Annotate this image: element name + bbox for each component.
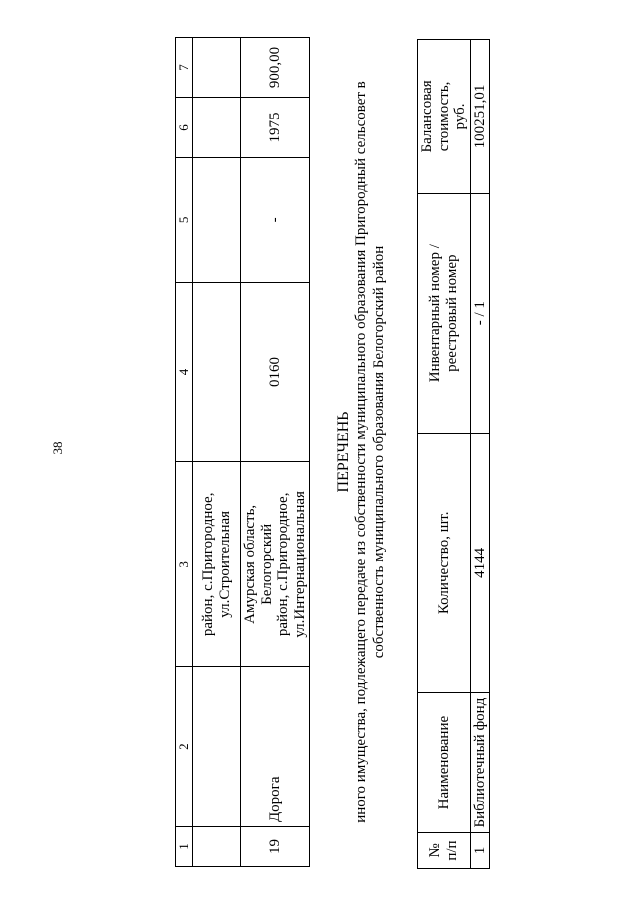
property-list-table [417, 39, 490, 869]
address-line: район, с.Пригородное, [275, 492, 291, 637]
page-number: 38 [50, 441, 65, 455]
col-header-inv: Инвентарный номер / реестровый номер [418, 193, 471, 433]
table-row [241, 38, 310, 867]
address-line: Амурская область, Белогорский [242, 504, 275, 624]
item-name: Библиотечный фонд [470, 693, 490, 833]
col-header-7: 7 [176, 38, 193, 98]
col5-value: - [241, 157, 310, 282]
address-line: район, с.Пригородное, [200, 492, 216, 637]
col-header-1: 1 [176, 827, 193, 867]
item-quantity: 4144 [470, 433, 490, 693]
cost-value: 900,00 [241, 38, 310, 98]
col-header-4: 4 [176, 282, 193, 462]
year-value: 1975 [241, 98, 310, 158]
col-header-num: № п/п [418, 833, 471, 869]
col-header-name: Наименование [418, 693, 471, 833]
col-header-5: 5 [176, 157, 193, 282]
col-header-cost: Балансовая стоимость, руб. [418, 40, 471, 194]
address-line: ул.Интернациональная [291, 491, 308, 638]
table-header-row [176, 38, 193, 867]
row-number: 1 [470, 833, 490, 869]
list-heading [335, 27, 388, 877]
col-header-2: 2 [176, 667, 193, 827]
item-cost: 100251,01 [470, 40, 490, 194]
object-name: Дорога [241, 667, 310, 827]
address-cell [241, 462, 310, 667]
address-line: ул.Строительная [216, 510, 233, 618]
col-header-3: 3 [176, 462, 193, 667]
table-header-row [418, 40, 471, 869]
rotated-page-content [155, 27, 488, 877]
heading-line: собственность муниципального образования Белогорский район [370, 245, 387, 659]
item-inventory-number: - / 1 [470, 193, 490, 433]
heading-title: ПЕРЕЧЕНЬ [335, 411, 352, 493]
col-header-6: 6 [176, 98, 193, 158]
table-row [470, 40, 490, 869]
heading-line: иного имущества, подлежащего передаче из собственности муниципального образования Пригородный сельсовет в [353, 81, 370, 823]
address-cell [193, 462, 241, 667]
property-table-continued [175, 37, 310, 867]
cadastral-value: 0160 [241, 282, 310, 462]
col-header-qty: Количество, шт. [418, 433, 471, 693]
row-number: 19 [241, 827, 310, 867]
table-row-continued [193, 38, 241, 867]
